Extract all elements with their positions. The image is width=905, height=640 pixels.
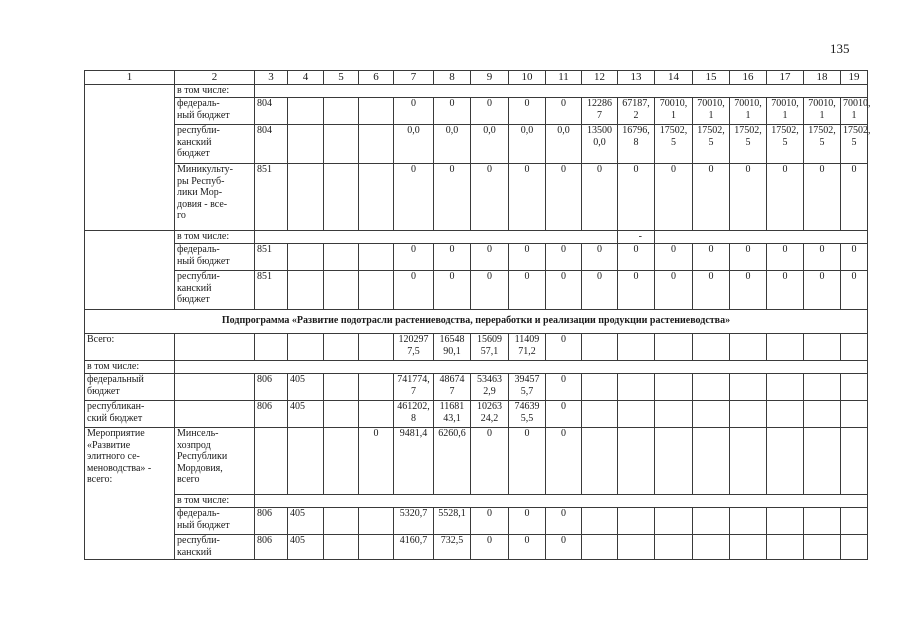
code-cell: 405 [288,374,324,401]
value-cell: 0 [767,244,804,271]
empty-cell [693,401,730,428]
value-cell: 0 [359,428,394,495]
value-cell: 0 [655,244,693,271]
value-cell: 120297 7,5 [394,334,434,361]
empty-cell [324,244,359,271]
row-label: Всего: [85,334,175,361]
value-cell: 0 [509,164,546,231]
value-cell: 17502, 5 [655,125,693,164]
empty-cell [655,334,693,361]
value-cell: 0 [730,244,767,271]
value-cell: 0 [394,98,434,125]
row-label: в том числе: [85,361,175,374]
empty-cell [255,231,618,244]
empty-cell [618,535,655,560]
row-label: федеральный бюджет [85,374,175,401]
empty-cell [693,374,730,401]
code-cell: 804 [255,125,288,164]
value-cell: 0 [509,271,546,310]
empty-cell [730,508,767,535]
value-cell: 0 [471,271,509,310]
value-cell: 0 [546,401,582,428]
value-cell: 0 [730,164,767,231]
empty-cell [288,125,324,164]
code-cell: 851 [255,271,288,310]
empty-cell [359,508,394,535]
value-cell: 0 [804,164,841,231]
value-cell: 0 [546,508,582,535]
value-cell: 0 [509,428,546,495]
value-cell: 0 [394,271,434,310]
table-row [85,508,868,535]
row-label: республи- канский бюджет [175,125,255,164]
header-cell: 8 [434,71,471,85]
value-cell: 0 [434,98,471,125]
table-row [85,85,868,98]
header-cell: 12 [582,71,618,85]
code-cell: 804 [255,98,288,125]
value-cell: 15609 57,1 [471,334,509,361]
value-cell: 0 [509,244,546,271]
empty-cell [359,164,394,231]
empty-cell [324,428,359,495]
empty-cell [255,85,868,98]
value-cell: 39457 5,7 [509,374,546,401]
empty-cell [730,535,767,560]
table-row [85,495,868,508]
empty-cell [767,508,804,535]
empty-cell [175,401,255,428]
value-cell: 0 [434,271,471,310]
header-cell: 1 [85,71,175,85]
empty-cell [288,428,324,495]
empty-cell [730,428,767,495]
empty-cell [618,374,655,401]
value-cell: 0 [471,244,509,271]
row-label: федераль- ный бюджет [175,98,255,125]
value-cell: 0 [434,244,471,271]
empty-cell [693,535,730,560]
value-cell: 0 [730,271,767,310]
empty-cell [655,231,868,244]
header-row [85,71,868,85]
empty-cell [324,125,359,164]
value-cell: 0 [471,98,509,125]
table-row [85,361,868,374]
empty-cell [359,271,394,310]
empty-cell [255,495,868,508]
header-cell: 11 [546,71,582,85]
row-label: в том числе: [175,495,255,508]
value-cell: 70010, 1 [655,98,693,125]
value-cell: 0 [767,271,804,310]
empty-cell [359,244,394,271]
header-cell: 10 [509,71,546,85]
value-cell: 0 [582,271,618,310]
empty-cell [255,428,288,495]
table-row [85,310,868,334]
empty-cell [582,334,618,361]
empty-cell [841,428,868,495]
empty-cell [841,374,868,401]
empty-cell [841,334,868,361]
row-label: в том числе: [175,85,255,98]
value-cell: 0 [509,98,546,125]
code-cell: 806 [255,401,288,428]
empty-cell [288,164,324,231]
dash-mark: - [618,231,655,244]
empty-cell [730,374,767,401]
empty-cell [618,508,655,535]
value-cell: 0 [509,535,546,560]
value-cell: 48674 7 [434,374,471,401]
value-cell: 5528,1 [434,508,471,535]
empty-cell [841,401,868,428]
empty-cell [288,271,324,310]
value-cell: 0 [582,244,618,271]
code-cell: 851 [255,244,288,271]
table-row [85,125,868,164]
value-cell: 0 [841,271,868,310]
empty-cell [359,125,394,164]
value-cell: 12286 7 [582,98,618,125]
value-cell: 0 [546,98,582,125]
header-cell: 16 [730,71,767,85]
header-cell: 9 [471,71,509,85]
value-cell: 0 [546,334,582,361]
table-row [85,271,868,310]
empty-cell [324,98,359,125]
budget-table [84,70,871,560]
value-cell: 0 [546,535,582,560]
value-cell: 13500 0,0 [582,125,618,164]
row-label: федераль- ный бюджет [175,244,255,271]
empty-cell [175,361,868,374]
table-row [85,334,868,361]
code-cell: 806 [255,508,288,535]
code-cell: 806 [255,535,288,560]
empty-cell [655,508,693,535]
value-cell: 0 [655,271,693,310]
value-cell: 0 [693,164,730,231]
row-label: республи- канский бюджет [175,271,255,310]
empty-cell [767,535,804,560]
empty-cell [804,535,841,560]
empty-cell [618,428,655,495]
empty-cell [767,374,804,401]
value-cell: 0 [618,244,655,271]
value-cell: 70010, 1 [730,98,767,125]
value-cell: 0 [655,164,693,231]
empty-cell [85,85,175,231]
value-cell: 0 [434,164,471,231]
empty-cell [618,334,655,361]
value-cell: 0 [582,164,618,231]
header-cell: 3 [255,71,288,85]
row-label: федераль- ный бюджет [175,508,255,535]
empty-cell [359,535,394,560]
empty-cell [655,401,693,428]
empty-cell [288,334,324,361]
empty-cell [693,334,730,361]
value-cell: 0,0 [394,125,434,164]
value-cell: 16548 90,1 [434,334,471,361]
value-cell: 0,0 [546,125,582,164]
header-cell: 6 [359,71,394,85]
value-cell: 0 [804,271,841,310]
value-cell: 0 [394,244,434,271]
empty-cell [582,535,618,560]
row-label: республи- канский [175,535,255,560]
value-cell: 0 [767,164,804,231]
value-cell: 0 [618,271,655,310]
value-cell: 0 [471,508,509,535]
empty-cell [804,508,841,535]
empty-cell [767,401,804,428]
value-cell: 0 [471,535,509,560]
header-cell: 19 [841,71,868,85]
row-label: Миникульту- ры Респуб- лики Мор- довия - все- го [175,164,255,231]
value-cell: 11409 71,2 [509,334,546,361]
value-cell: 0,0 [509,125,546,164]
value-cell: 0,0 [434,125,471,164]
empty-cell [175,334,255,361]
value-cell: 53463 2,9 [471,374,509,401]
header-cell: 14 [655,71,693,85]
value-cell: 0 [471,164,509,231]
empty-cell [582,508,618,535]
empty-cell [804,401,841,428]
code-cell: 806 [255,374,288,401]
value-cell: 10263 24,2 [471,401,509,428]
page-number: 135 [830,41,850,56]
empty-cell [693,508,730,535]
header-cell: 2 [175,71,255,85]
value-cell: 0 [471,428,509,495]
value-cell: 0 [804,244,841,271]
value-cell: 74639 5,5 [509,401,546,428]
header-cell: 4 [288,71,324,85]
code-cell: 405 [288,508,324,535]
empty-cell [175,374,255,401]
table-row [85,374,868,401]
empty-cell [324,401,359,428]
value-cell: 0 [618,164,655,231]
empty-cell [582,401,618,428]
value-cell: 4160,7 [394,535,434,560]
empty-cell [324,271,359,310]
row-label: Мероприятие «Развитие элитного се- меноводства» - всего: [85,428,175,560]
value-cell: 0 [546,244,582,271]
value-cell: 0 [546,164,582,231]
value-cell: 0,0 [471,125,509,164]
value-cell: 5320,7 [394,508,434,535]
table-row [85,401,868,428]
table-row [85,535,868,560]
value-cell: 67187, 2 [618,98,655,125]
table-row [85,231,868,244]
empty-cell [841,535,868,560]
value-cell: 9481,4 [394,428,434,495]
value-cell: 16796, 8 [618,125,655,164]
empty-cell [288,98,324,125]
value-cell: 0 [693,271,730,310]
header-cell: 5 [324,71,359,85]
code-cell: 851 [255,164,288,231]
subprogram-title: Подпрограмма «Развитие подотрасли растениеводства, переработки и реализации продукции растениеводства» [85,310,868,334]
value-cell: 0 [509,508,546,535]
value-cell: 0 [693,244,730,271]
table-row [85,428,868,495]
value-cell: 0 [841,164,868,231]
value-cell: 0 [546,271,582,310]
empty-cell [655,428,693,495]
empty-cell [324,508,359,535]
empty-cell [255,334,288,361]
empty-cell [655,374,693,401]
row-label: в том числе: [175,231,255,244]
empty-cell [324,374,359,401]
value-cell: 70010, 1 [693,98,730,125]
empty-cell [582,428,618,495]
empty-cell [804,374,841,401]
header-cell: 18 [804,71,841,85]
empty-cell [730,334,767,361]
empty-cell [324,334,359,361]
value-cell: 0 [394,164,434,231]
value-cell: 17502, 5 [767,125,804,164]
empty-cell [618,401,655,428]
value-cell: 70010, 1 [767,98,804,125]
empty-cell [730,401,767,428]
empty-cell [359,401,394,428]
empty-cell [359,374,394,401]
header-cell: 13 [618,71,655,85]
empty-cell [767,334,804,361]
value-cell: 70010, 1 [804,98,841,125]
value-cell: 6260,6 [434,428,471,495]
code-cell: 405 [288,401,324,428]
value-cell: 11681 43,1 [434,401,471,428]
value-cell: 17502, 5 [841,125,868,164]
value-cell: 0 [841,244,868,271]
header-cell: 17 [767,71,804,85]
empty-cell [804,428,841,495]
code-cell: 405 [288,535,324,560]
empty-cell [767,428,804,495]
value-cell: 0 [546,374,582,401]
empty-cell [288,244,324,271]
empty-cell [582,374,618,401]
value-cell: 17502, 5 [693,125,730,164]
value-cell: 732,5 [434,535,471,560]
empty-cell [693,428,730,495]
header-cell: 7 [394,71,434,85]
table-row [85,98,868,125]
value-cell: 17502, 5 [730,125,767,164]
empty-cell [804,334,841,361]
value-cell: 70010, 1 [841,98,868,125]
table-row [85,164,868,231]
header-cell: 15 [693,71,730,85]
value-cell: 17502, 5 [804,125,841,164]
empty-cell [359,98,394,125]
value-cell: 0 [546,428,582,495]
empty-cell [324,535,359,560]
row-label: Минсель- хозпрод Республики Мордовия, всего [175,428,255,495]
value-cell: 741774, 7 [394,374,434,401]
value-cell: 461202, 8 [394,401,434,428]
empty-cell [841,508,868,535]
empty-cell [324,164,359,231]
table-row [85,244,868,271]
empty-cell [655,535,693,560]
empty-cell [359,334,394,361]
empty-cell [85,231,175,310]
row-label: республикан- ский бюджет [85,401,175,428]
